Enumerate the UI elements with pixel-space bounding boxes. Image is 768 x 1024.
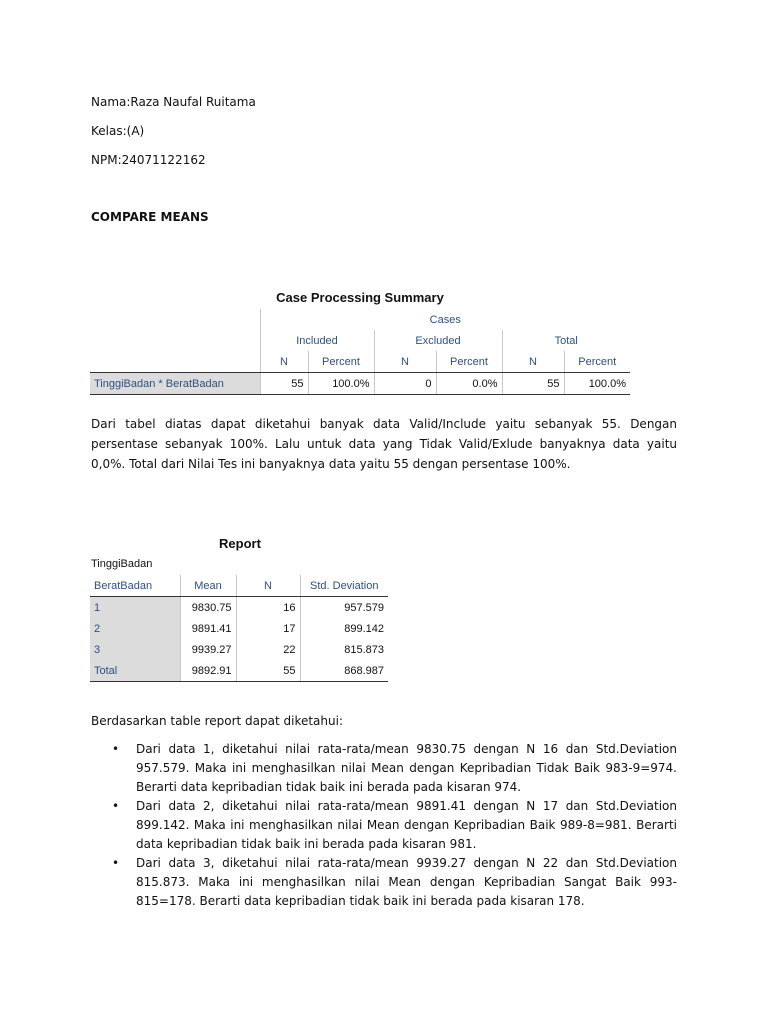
- table-row: [90, 660, 388, 682]
- report-n: 55: [236, 660, 300, 682]
- report-row-label: 1: [90, 597, 180, 619]
- sub-header-n: N: [374, 351, 436, 373]
- case-summary-table: [90, 309, 630, 395]
- report-row-label: Total: [90, 660, 180, 682]
- group-header-excluded: Excluded: [374, 330, 502, 351]
- case-summary-title: Case Processing Summary: [276, 290, 444, 305]
- report-mean: 9892.91: [180, 660, 236, 682]
- report-bullet-list: [91, 740, 677, 911]
- report-n: 22: [236, 639, 300, 660]
- report-title: Report: [219, 536, 261, 551]
- group-header-included: Included: [260, 330, 374, 351]
- bullet-icon: •: [112, 742, 120, 756]
- student-class: Kelas:(A): [91, 124, 145, 138]
- cases-header: Cases: [260, 309, 630, 330]
- bullet-icon: •: [112, 856, 120, 870]
- empty-cell: [90, 351, 260, 373]
- report-table: [90, 575, 388, 682]
- section-title: COMPARE MEANS: [91, 210, 209, 224]
- report-col-header: N: [236, 575, 300, 597]
- table-cell: 100.0%: [308, 373, 374, 395]
- student-npm: NPM:24071122162: [91, 153, 206, 167]
- sub-header-n: N: [260, 351, 308, 373]
- table-row: [90, 639, 388, 660]
- report-col-header: BeratBadan: [90, 575, 180, 597]
- report-mean: 9939.27: [180, 639, 236, 660]
- table-cell: 100.0%: [564, 373, 630, 395]
- table-cell: 55: [260, 373, 308, 395]
- list-item: [91, 740, 677, 797]
- sub-header-percent: Percent: [308, 351, 374, 373]
- sub-header-n: N: [502, 351, 564, 373]
- sub-header-percent: Percent: [436, 351, 502, 373]
- report-n: 16: [236, 597, 300, 619]
- report-mean: 9830.75: [180, 597, 236, 619]
- report-mean: 9891.41: [180, 618, 236, 639]
- paragraph-report-intro: Berdasarkan table report dapat diketahui:: [91, 714, 343, 728]
- report-sd: 868.987: [300, 660, 388, 682]
- report-n: 17: [236, 618, 300, 639]
- list-item: [91, 854, 677, 911]
- group-header-total: Total: [502, 330, 630, 351]
- report-row-label: 3: [90, 639, 180, 660]
- report-col-header: Std. Deviation: [300, 575, 388, 597]
- report-sd: 957.579: [300, 597, 388, 619]
- table-cell: 55: [502, 373, 564, 395]
- bullet-icon: •: [112, 799, 120, 813]
- paragraph-case-summary: Dari tabel diatas dapat diketahui banyak data Valid/Include yaitu sebanyak 55. Dengan persentase sebanyak 100%. Lalu untuk data yang Tidak Valid/Exlude banyaknya data yaitu 0,0%. Total dari Nilai Tes ini banyaknya data yaitu 55 dengan persentase 100%.: [91, 417, 677, 471]
- list-item: [91, 797, 677, 854]
- sub-header-percent: Percent: [564, 351, 630, 373]
- table-row: [90, 618, 388, 639]
- list-item-text: Dari data 2, diketahui nilai rata-rata/mean 9891.41 dengan N 17 dan Std.Deviation 899.142. Maka ini menghasilkan nilai Mean dengan Kepribadian Baik 989-8=981. Berarti data kepribadian tidak baik ini berada pada kisaran 981.: [136, 799, 677, 851]
- report-variable: TinggiBadan: [91, 558, 153, 570]
- empty-cell: [90, 330, 260, 351]
- table-row-label: TinggiBadan * BeratBadan: [90, 373, 260, 395]
- empty-cell: [90, 309, 260, 330]
- table-row: [90, 597, 388, 619]
- report-col-header: Mean: [180, 575, 236, 597]
- student-name: Nama:Raza Naufal Ruitama: [91, 95, 256, 109]
- report-sd: 815.873: [300, 639, 388, 660]
- list-item-text: Dari data 1, diketahui nilai rata-rata/mean 9830.75 dengan N 16 dan Std.Deviation 957.579. Maka ini menghasilkan nilai Mean dengan Kepribadian Tidak Baik 983-9=974. Berarti data kepribadian tidak baik ini berada pada kisaran 974.: [136, 742, 677, 794]
- table-cell: 0.0%: [436, 373, 502, 395]
- report-sd: 899.142: [300, 618, 388, 639]
- list-item-text: Dari data 3, diketahui nilai rata-rata/mean 9939.27 dengan N 22 dan Std.Deviation 815.873. Maka ini menghasilkan nilai Mean dengan Kepribadian Sangat Baik 993-815=178. Berarti data kepribadian tidak baik ini berada pada kisaran 178.: [136, 856, 677, 908]
- report-row-label: 2: [90, 618, 180, 639]
- table-cell: 0: [374, 373, 436, 395]
